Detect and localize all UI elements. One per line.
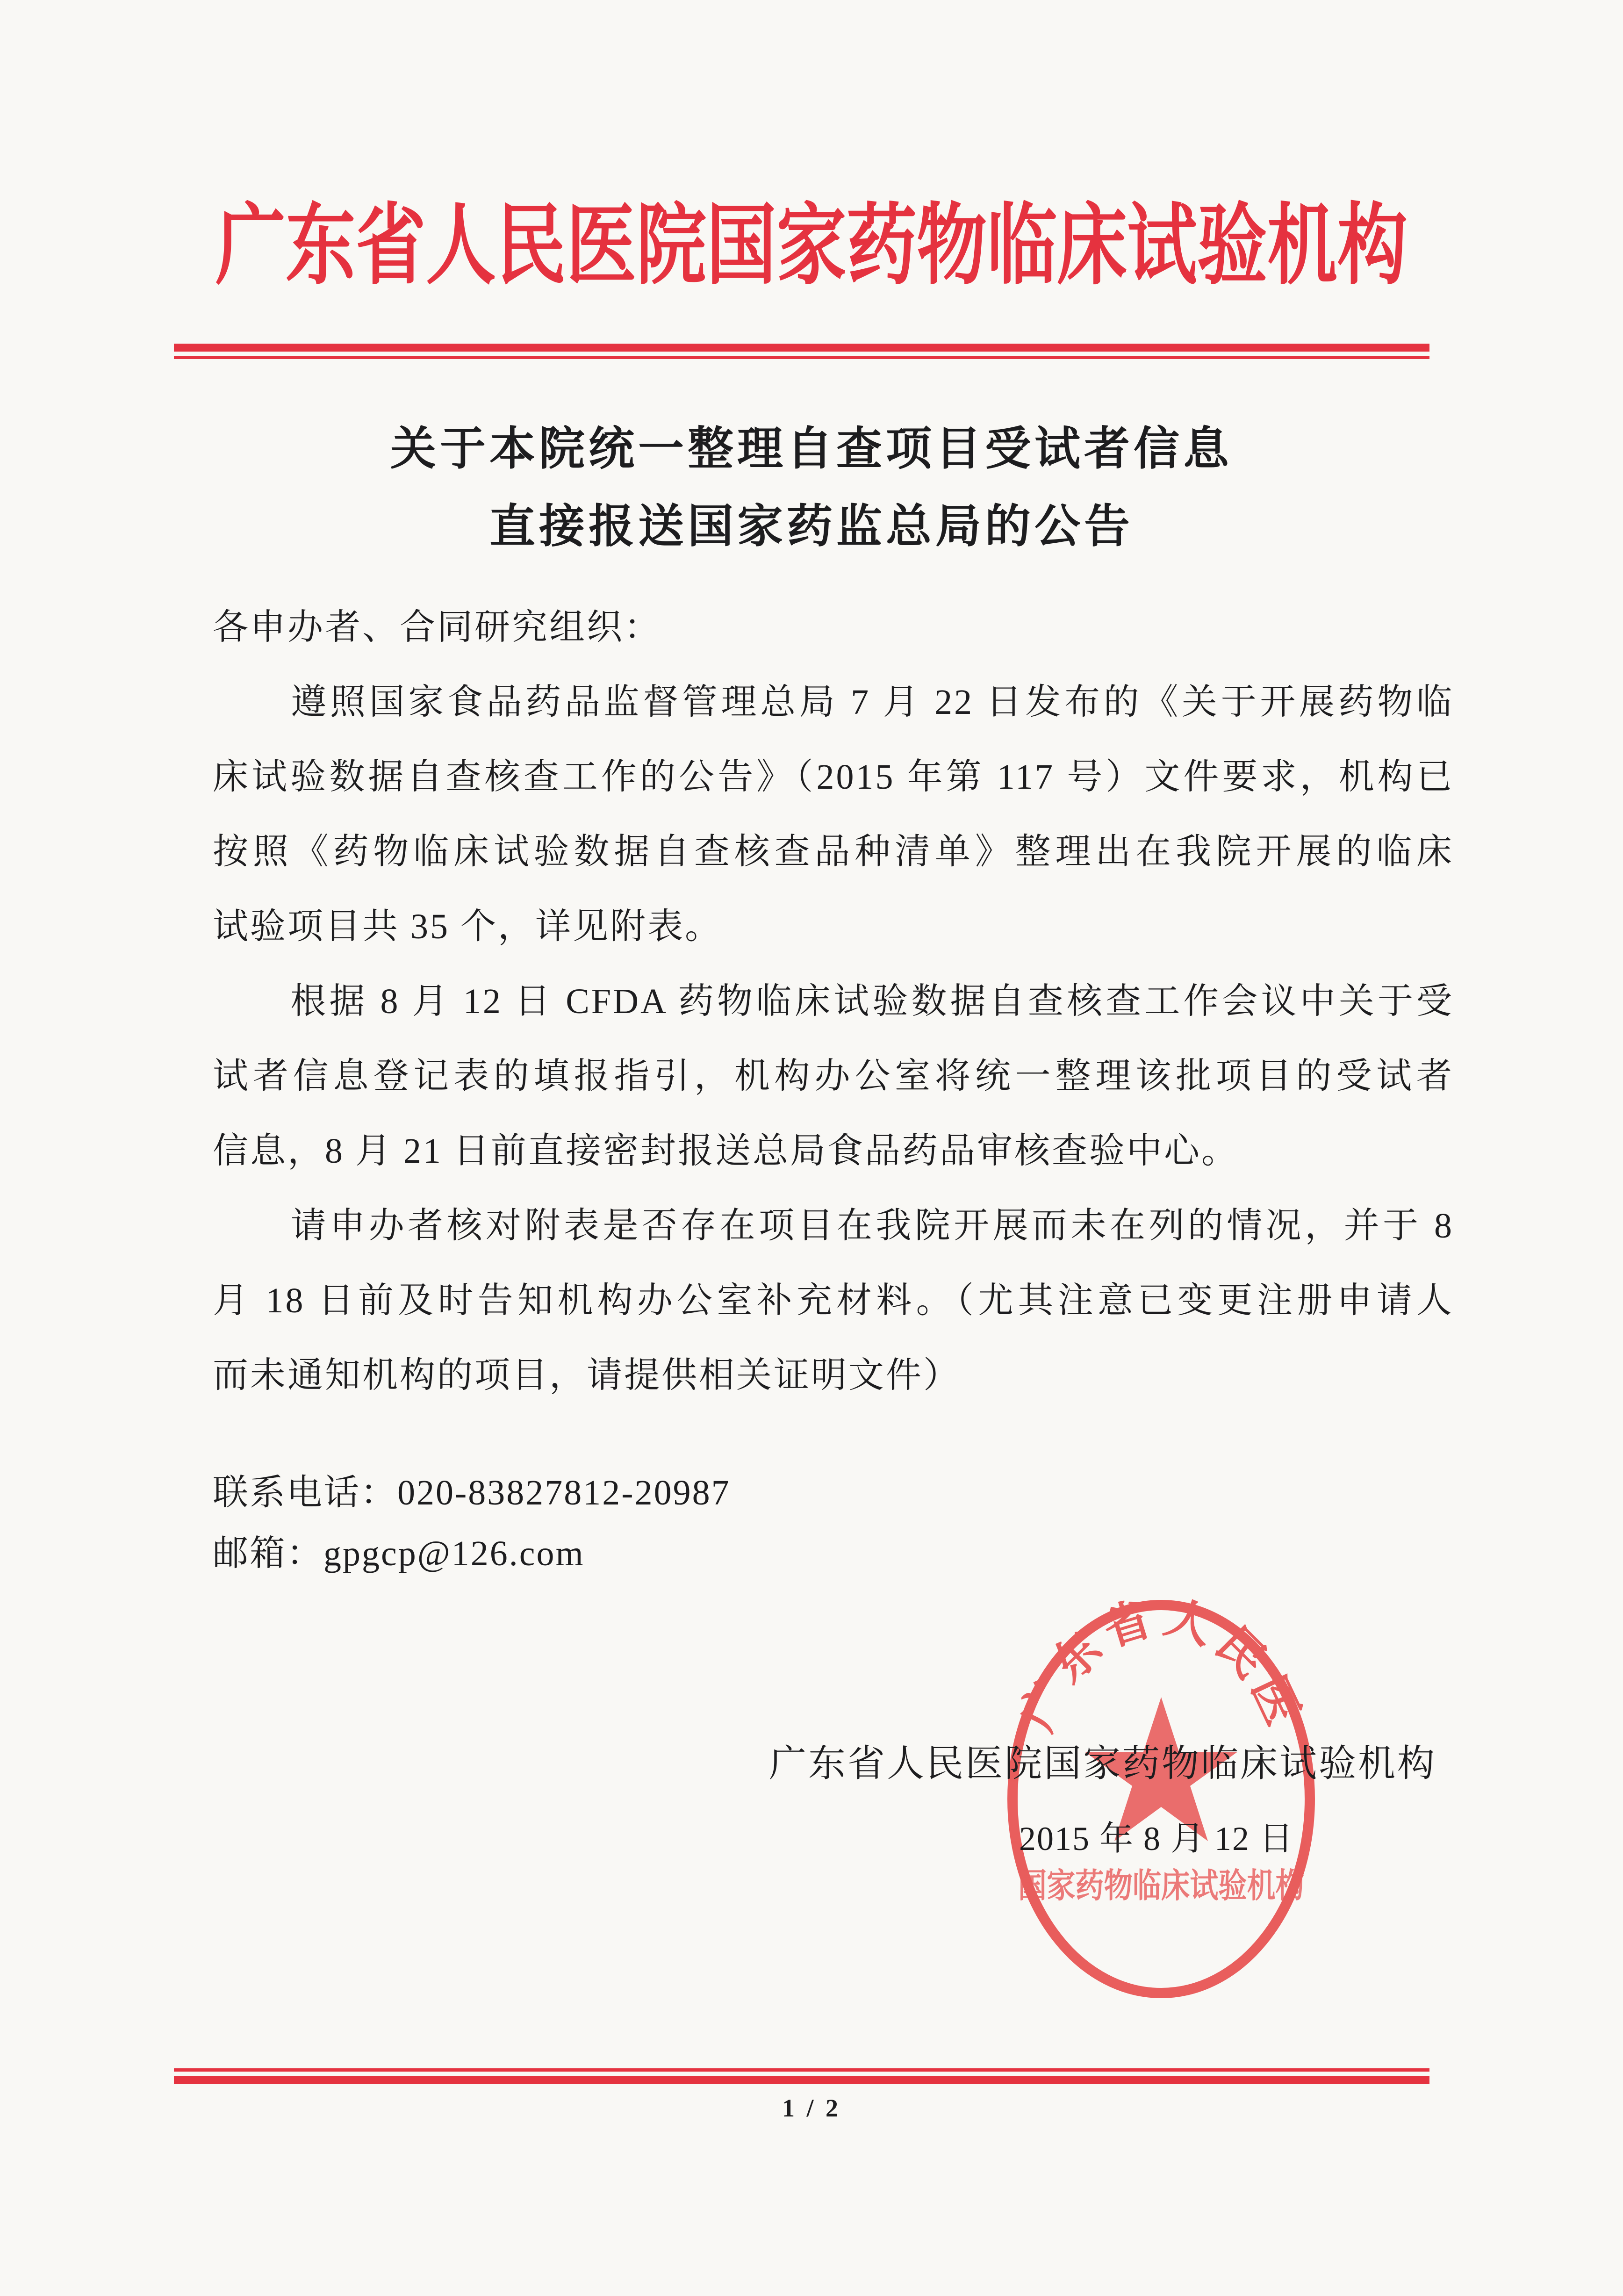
body-line: 试者信息登记表的填报指引，机构办公室将统一整理该批项目的受试者 xyxy=(213,1057,1454,1096)
signature-org-name: 广东省人民医院国家药物临床试验机构 xyxy=(769,1743,1436,1785)
body-line: 各申办者、合同研究组织： xyxy=(213,608,661,647)
body-line: 试验项目共 35 个，详见附表。 xyxy=(213,907,722,946)
seal-arc-text: 广东省人民医 xyxy=(1011,1591,1312,1739)
notice-body xyxy=(213,590,1454,1413)
body-line: 而未通知机构的项目，请提供相关证明文件） xyxy=(213,1356,961,1395)
letterhead-rule-thick xyxy=(174,344,1429,352)
body-line: 按照《药物临床试验数据自查核查品种清单》整理出在我院开展的临床 xyxy=(213,832,1454,871)
footer-rule-thick xyxy=(174,2076,1429,2084)
body-line: 月 18 日前及时告知机构办公室补充材料。（尤其注意已变更注册申请人 xyxy=(213,1281,1454,1320)
body-line: 遵照国家食品药品监督管理总局 7 月 22 日发布的《关于开展药物临 xyxy=(213,683,1454,722)
letterhead-org-title: 广东省人民医院国家药物临床试验机构 xyxy=(215,197,1408,295)
contact-email-line: 邮箱：gpgcp@126.com xyxy=(213,1534,585,1573)
body-line: 根据 8 月 12 日 CFDA 药物临床试验数据自查核查工作会议中关于受 xyxy=(213,982,1454,1021)
footer-rule-thin xyxy=(174,2068,1429,2072)
signature-date: 2015 年 8 月 12 日 xyxy=(1019,1820,1294,1857)
body-line: 请申办者核对附表是否存在项目在我院开展而未在列的情况，并于 8 xyxy=(213,1206,1454,1245)
body-line: 床试验数据自查核查工作的公告》（2015 年第 117 号）文件要求，机构已 xyxy=(213,757,1454,797)
contact-phone-line: 联系电话：020-83827812-20987 xyxy=(213,1473,731,1512)
notice-title-line1: 关于本院统一整理自查项目受试者信息 xyxy=(390,424,1233,475)
page-number: 1 / 2 xyxy=(782,2094,841,2122)
seal-band-text: 国家药物临床试验机构 xyxy=(1018,1867,1304,1905)
body-line: 信息，8 月 21 日前直接密封报送总局食品药品审核查验中心。 xyxy=(213,1131,1239,1171)
notice-title-line2: 直接报送国家药监总局的公告 xyxy=(489,502,1134,552)
letterhead-rule-thin xyxy=(174,356,1429,359)
